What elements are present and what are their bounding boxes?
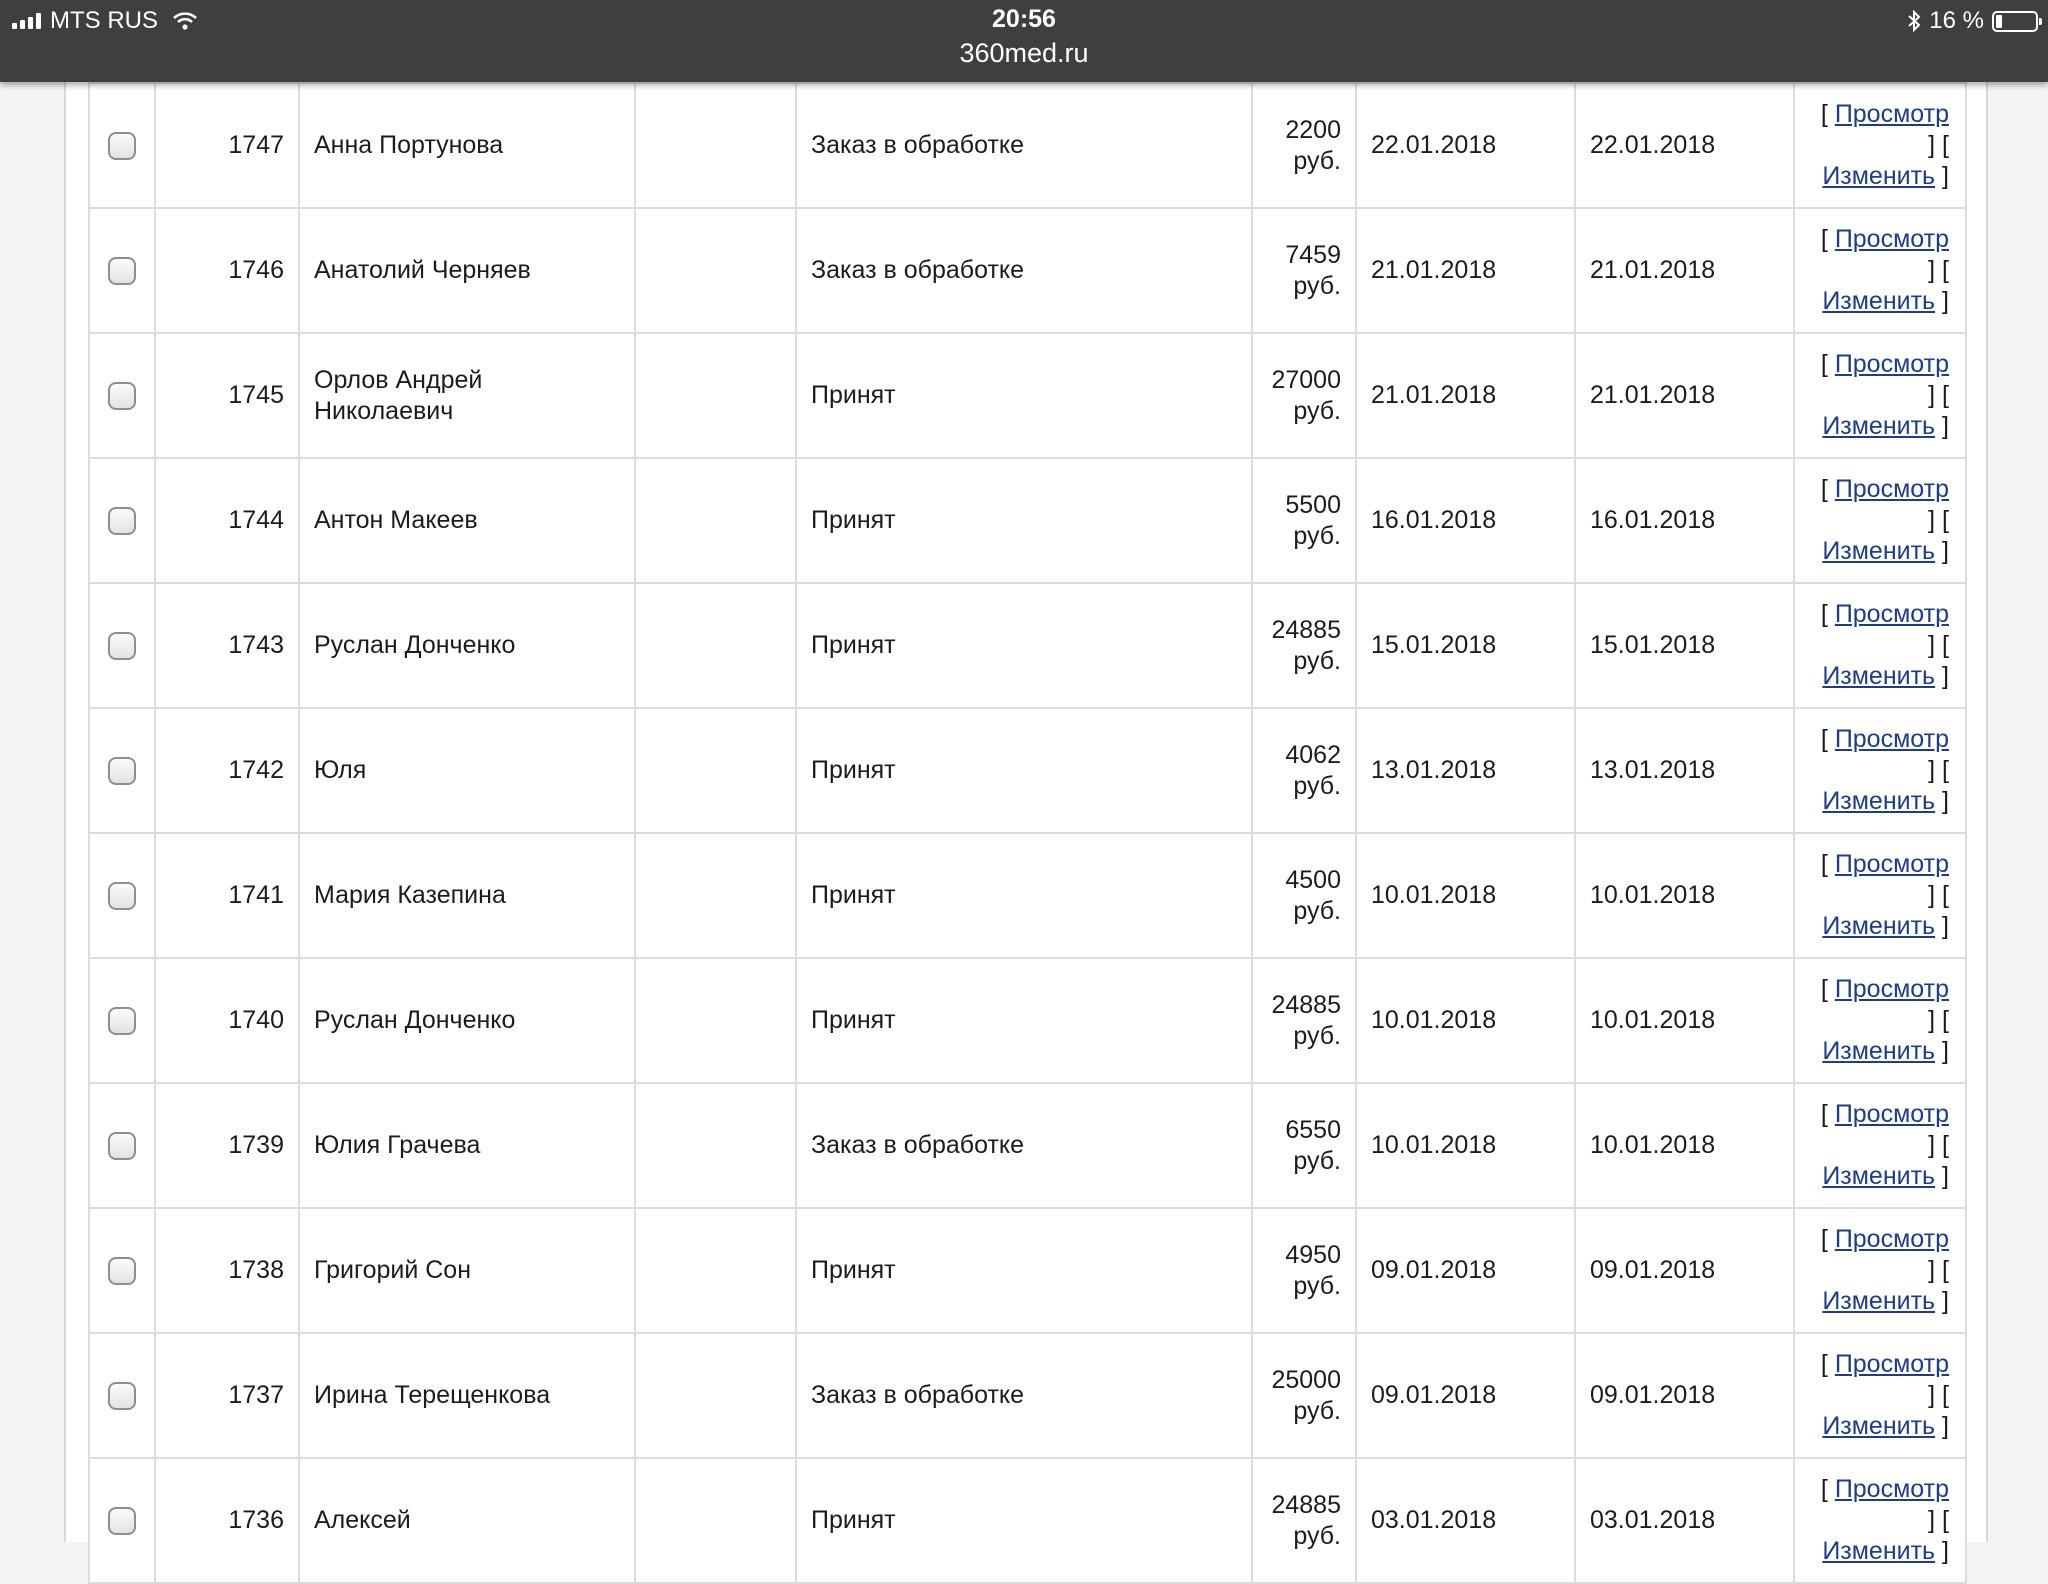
order-id: 1747 bbox=[155, 83, 299, 208]
currency-label: руб. bbox=[1293, 771, 1341, 800]
view-link[interactable]: Просмотр bbox=[1834, 100, 1949, 128]
order-status: Заказ в обработке bbox=[796, 1083, 1252, 1208]
empty-cell bbox=[635, 1083, 796, 1208]
order-id: 1739 bbox=[155, 1083, 299, 1208]
currency-label: руб. bbox=[1293, 521, 1341, 550]
order-row bbox=[89, 958, 1966, 1083]
order-status: Заказ в обработке bbox=[796, 1333, 1252, 1458]
updated-date: 22.01.2018 bbox=[1575, 83, 1794, 208]
created-date: 22.01.2018 bbox=[1356, 83, 1575, 208]
order-row bbox=[89, 833, 1966, 958]
order-amount: 4500 bbox=[1285, 865, 1341, 894]
orders-page bbox=[64, 82, 1988, 1565]
edit-link[interactable]: Изменить bbox=[1822, 537, 1936, 565]
actions-cell: [ Просмотр ] [ Изменить ] bbox=[1794, 833, 1966, 958]
order-row bbox=[89, 83, 1966, 208]
currency-label: руб. bbox=[1293, 1146, 1341, 1175]
order-amount-cell bbox=[1252, 333, 1356, 458]
empty-cell bbox=[635, 1333, 796, 1458]
row-checkbox[interactable] bbox=[108, 1382, 136, 1410]
edit-link[interactable]: Изменить bbox=[1822, 287, 1936, 315]
updated-date: 09.01.2018 bbox=[1575, 1333, 1794, 1458]
currency-label: руб. bbox=[1293, 646, 1341, 675]
created-date: 21.01.2018 bbox=[1356, 333, 1575, 458]
updated-date: 21.01.2018 bbox=[1575, 333, 1794, 458]
order-id: 1745 bbox=[155, 333, 299, 458]
updated-date: 09.01.2018 bbox=[1575, 1208, 1794, 1333]
select-cell bbox=[89, 458, 155, 583]
empty-cell bbox=[635, 708, 796, 833]
orders-table-body bbox=[89, 83, 1966, 1583]
view-link[interactable]: Просмотр bbox=[1834, 975, 1949, 1003]
actions-cell: [ Просмотр ] [ Изменить ] bbox=[1794, 708, 1966, 833]
updated-date: 16.01.2018 bbox=[1575, 458, 1794, 583]
select-cell bbox=[89, 1458, 155, 1583]
updated-date: 10.01.2018 bbox=[1575, 1083, 1794, 1208]
order-row bbox=[89, 1458, 1966, 1583]
actions-cell: [ Просмотр ] [ Изменить ] bbox=[1794, 1208, 1966, 1333]
customer-name: Мария Казепина bbox=[299, 833, 635, 958]
actions-cell: [ Просмотр ] [ Изменить ] bbox=[1794, 208, 1966, 333]
updated-date: 13.01.2018 bbox=[1575, 708, 1794, 833]
currency-label: руб. bbox=[1293, 271, 1341, 300]
view-link[interactable]: Просмотр bbox=[1834, 225, 1949, 253]
updated-date: 10.01.2018 bbox=[1575, 958, 1794, 1083]
order-amount: 4062 bbox=[1285, 740, 1341, 769]
order-amount: 27000 bbox=[1271, 365, 1341, 394]
empty-cell bbox=[635, 958, 796, 1083]
empty-cell bbox=[635, 83, 796, 208]
actions-cell: [ Просмотр ] [ Изменить ] bbox=[1794, 958, 1966, 1083]
orders-table bbox=[88, 82, 1967, 1584]
order-id: 1741 bbox=[155, 833, 299, 958]
select-cell bbox=[89, 1083, 155, 1208]
currency-label: руб. bbox=[1293, 1396, 1341, 1425]
customer-name: Анна Портунова bbox=[299, 83, 635, 208]
order-amount: 24885 bbox=[1271, 990, 1341, 1019]
select-cell bbox=[89, 333, 155, 458]
empty-cell bbox=[635, 333, 796, 458]
created-date: 03.01.2018 bbox=[1356, 1458, 1575, 1583]
row-checkbox[interactable] bbox=[108, 757, 136, 785]
select-cell bbox=[89, 958, 155, 1083]
order-status: Заказ в обработке bbox=[796, 83, 1252, 208]
customer-name: Руслан Донченко bbox=[299, 958, 635, 1083]
select-cell bbox=[89, 83, 155, 208]
customer-name: Алексей bbox=[299, 1458, 635, 1583]
customer-name: Орлов Андрей Николаевич bbox=[299, 333, 635, 458]
edit-link[interactable]: Изменить bbox=[1822, 1287, 1936, 1315]
edit-link[interactable]: Изменить bbox=[1822, 162, 1936, 190]
row-checkbox[interactable] bbox=[108, 632, 136, 660]
created-date: 15.01.2018 bbox=[1356, 583, 1575, 708]
order-id: 1743 bbox=[155, 583, 299, 708]
select-cell bbox=[89, 208, 155, 333]
edit-link[interactable]: Изменить bbox=[1822, 1037, 1936, 1065]
currency-label: руб. bbox=[1293, 1521, 1341, 1550]
actions-cell: [ Просмотр ] [ Изменить ] bbox=[1794, 1458, 1966, 1583]
order-amount-cell bbox=[1252, 1333, 1356, 1458]
row-checkbox[interactable] bbox=[108, 257, 136, 285]
order-status: Принят bbox=[796, 958, 1252, 1083]
view-link[interactable]: Просмотр bbox=[1834, 1225, 1949, 1253]
order-row bbox=[89, 583, 1966, 708]
order-status: Принят bbox=[796, 833, 1252, 958]
currency-label: руб. bbox=[1293, 146, 1341, 175]
order-status: Заказ в обработке bbox=[796, 208, 1252, 333]
actions-cell: [ Просмотр ] [ Изменить ] bbox=[1794, 458, 1966, 583]
row-checkbox[interactable] bbox=[108, 882, 136, 910]
customer-name: Руслан Донченко bbox=[299, 583, 635, 708]
select-cell bbox=[89, 1208, 155, 1333]
row-checkbox[interactable] bbox=[108, 1507, 136, 1535]
order-row bbox=[89, 1208, 1966, 1333]
customer-name: Ирина Терещенкова bbox=[299, 1333, 635, 1458]
order-status: Принят bbox=[796, 458, 1252, 583]
battery-icon bbox=[1992, 11, 2038, 32]
row-checkbox[interactable] bbox=[108, 132, 136, 160]
order-row bbox=[89, 1333, 1966, 1458]
row-checkbox[interactable] bbox=[108, 1257, 136, 1285]
order-amount-cell bbox=[1252, 83, 1356, 208]
updated-date: 21.01.2018 bbox=[1575, 208, 1794, 333]
row-checkbox[interactable] bbox=[108, 382, 136, 410]
order-id: 1736 bbox=[155, 1458, 299, 1583]
order-row bbox=[89, 458, 1966, 583]
order-amount: 24885 bbox=[1271, 1490, 1341, 1519]
order-amount-cell bbox=[1252, 458, 1356, 583]
order-status: Принят bbox=[796, 333, 1252, 458]
order-id: 1742 bbox=[155, 708, 299, 833]
created-date: 09.01.2018 bbox=[1356, 1333, 1575, 1458]
order-amount-cell bbox=[1252, 583, 1356, 708]
order-status: Принят bbox=[796, 583, 1252, 708]
created-date: 21.01.2018 bbox=[1356, 208, 1575, 333]
created-date: 10.01.2018 bbox=[1356, 958, 1575, 1083]
empty-cell bbox=[635, 208, 796, 333]
order-status: Принят bbox=[796, 708, 1252, 833]
view-link[interactable]: Просмотр bbox=[1834, 1350, 1949, 1378]
order-id: 1738 bbox=[155, 1208, 299, 1333]
edit-link[interactable]: Изменить bbox=[1822, 787, 1936, 815]
created-date: 16.01.2018 bbox=[1356, 458, 1575, 583]
order-amount: 5500 bbox=[1285, 490, 1341, 519]
currency-label: руб. bbox=[1293, 396, 1341, 425]
updated-date: 10.01.2018 bbox=[1575, 833, 1794, 958]
created-date: 10.01.2018 bbox=[1356, 1083, 1575, 1208]
empty-cell bbox=[635, 1208, 796, 1333]
empty-cell bbox=[635, 458, 796, 583]
created-date: 09.01.2018 bbox=[1356, 1208, 1575, 1333]
select-cell bbox=[89, 708, 155, 833]
created-date: 13.01.2018 bbox=[1356, 708, 1575, 833]
actions-cell: [ Просмотр ] [ Изменить ] bbox=[1794, 333, 1966, 458]
order-id: 1737 bbox=[155, 1333, 299, 1458]
edit-link[interactable]: Изменить bbox=[1822, 1412, 1936, 1440]
view-link[interactable]: Просмотр bbox=[1834, 600, 1949, 628]
order-status: Принят bbox=[796, 1458, 1252, 1583]
order-id: 1746 bbox=[155, 208, 299, 333]
order-amount: 7459 bbox=[1285, 240, 1341, 269]
ios-status-bar bbox=[0, 0, 2048, 82]
updated-date: 03.01.2018 bbox=[1575, 1458, 1794, 1583]
view-link[interactable]: Просмотр bbox=[1834, 1475, 1949, 1503]
order-amount-cell bbox=[1252, 1458, 1356, 1583]
order-amount: 24885 bbox=[1271, 615, 1341, 644]
edit-link[interactable]: Изменить bbox=[1822, 1162, 1936, 1190]
edit-link[interactable]: Изменить bbox=[1822, 912, 1936, 940]
customer-name: Анатолий Черняев bbox=[299, 208, 635, 333]
order-status: Принят bbox=[796, 1208, 1252, 1333]
select-cell bbox=[89, 1333, 155, 1458]
actions-cell: [ Просмотр ] [ Изменить ] bbox=[1794, 1083, 1966, 1208]
order-amount: 4950 bbox=[1285, 1240, 1341, 1269]
order-id: 1744 bbox=[155, 458, 299, 583]
row-checkbox[interactable] bbox=[108, 1132, 136, 1160]
customer-name: Юлия Грачева bbox=[299, 1083, 635, 1208]
view-link[interactable]: Просмотр bbox=[1834, 850, 1949, 878]
select-cell bbox=[89, 833, 155, 958]
actions-cell: [ Просмотр ] [ Изменить ] bbox=[1794, 1333, 1966, 1458]
empty-cell bbox=[635, 1458, 796, 1583]
currency-label: руб. bbox=[1293, 1271, 1341, 1300]
clock: 20:56 bbox=[992, 5, 1056, 33]
updated-date: 15.01.2018 bbox=[1575, 583, 1794, 708]
edit-link[interactable]: Изменить bbox=[1822, 1537, 1936, 1565]
order-amount-cell bbox=[1252, 958, 1356, 1083]
order-amount: 25000 bbox=[1271, 1365, 1341, 1394]
order-amount-cell bbox=[1252, 708, 1356, 833]
edit-link[interactable]: Изменить bbox=[1822, 412, 1936, 440]
order-row bbox=[89, 1083, 1966, 1208]
row-checkbox[interactable] bbox=[108, 1007, 136, 1035]
order-amount: 6550 bbox=[1285, 1115, 1341, 1144]
empty-cell bbox=[635, 833, 796, 958]
actions-cell: [ Просмотр ] [ Изменить ] bbox=[1794, 83, 1966, 208]
order-amount-cell bbox=[1252, 208, 1356, 333]
currency-label: руб. bbox=[1293, 1021, 1341, 1050]
order-amount: 2200 bbox=[1285, 115, 1341, 144]
order-id: 1740 bbox=[155, 958, 299, 1083]
order-amount-cell bbox=[1252, 833, 1356, 958]
customer-name: Антон Макеев bbox=[299, 458, 635, 583]
created-date: 10.01.2018 bbox=[1356, 833, 1575, 958]
actions-cell: [ Просмотр ] [ Изменить ] bbox=[1794, 583, 1966, 708]
carrier-name: MTS RUS bbox=[50, 7, 158, 34]
view-link[interactable]: Просмотр bbox=[1834, 475, 1949, 503]
customer-name: Григорий Сон bbox=[299, 1208, 635, 1333]
address-bar-url[interactable]: 360med.ru bbox=[959, 38, 1089, 68]
currency-label: руб. bbox=[1293, 896, 1341, 925]
view-link[interactable]: Просмотр bbox=[1834, 725, 1949, 753]
select-cell bbox=[89, 583, 155, 708]
order-amount-cell bbox=[1252, 1083, 1356, 1208]
status-right-group bbox=[1907, 6, 2038, 36]
edit-link[interactable]: Изменить bbox=[1822, 662, 1936, 690]
order-row bbox=[89, 208, 1966, 333]
bluetooth-icon bbox=[1907, 10, 1921, 32]
order-row bbox=[89, 333, 1966, 458]
customer-name: Юля bbox=[299, 708, 635, 833]
battery-percent: 16 % bbox=[1929, 7, 1984, 34]
order-amount-cell bbox=[1252, 1208, 1356, 1333]
order-row bbox=[89, 708, 1966, 833]
row-checkbox[interactable] bbox=[108, 507, 136, 535]
empty-cell bbox=[635, 583, 796, 708]
view-link[interactable]: Просмотр bbox=[1834, 1100, 1949, 1128]
view-link[interactable]: Просмотр bbox=[1834, 350, 1949, 378]
